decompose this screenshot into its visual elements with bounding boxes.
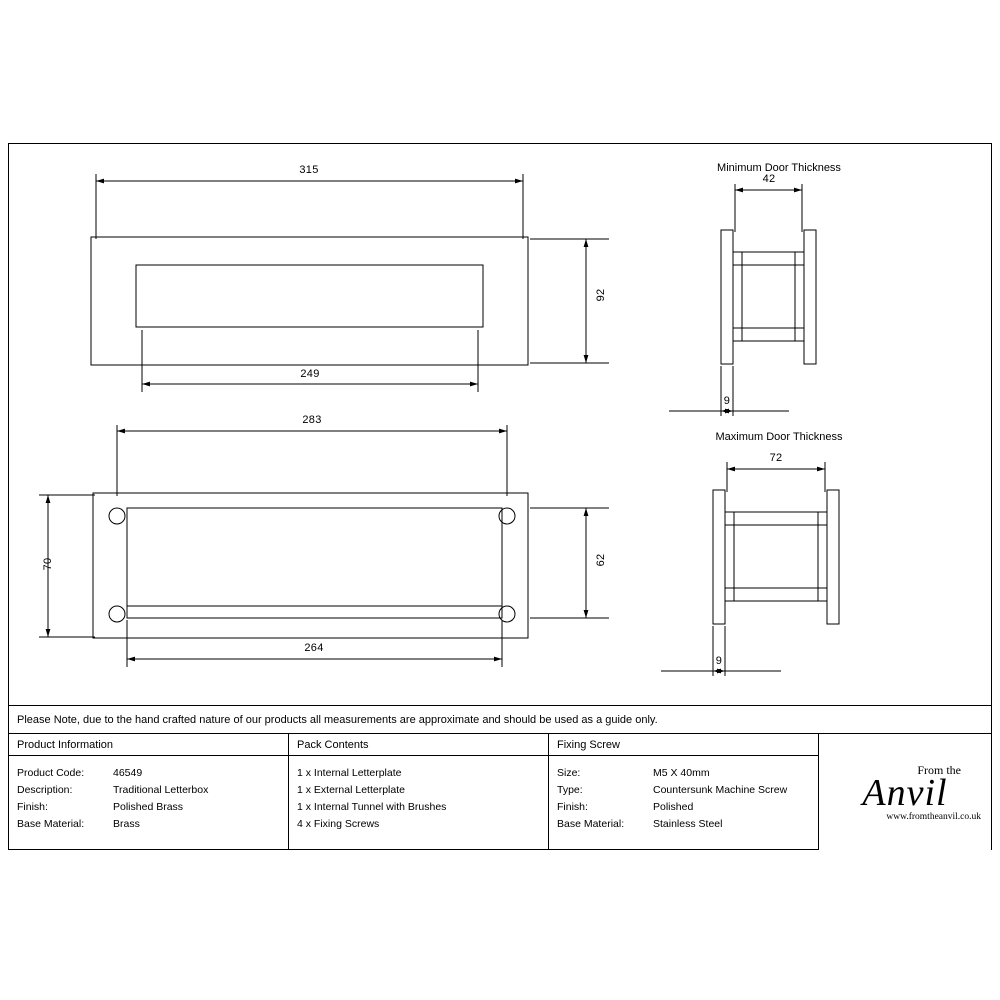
- maximum-door-plate-dimension-label: 9: [715, 655, 723, 667]
- minimum-door-thickness-dimension-label: 42: [762, 173, 776, 185]
- screw-type-value: Countersunk Machine Screw: [653, 784, 788, 796]
- table-row: [17, 765, 288, 782]
- measurement-note-text: Please Note, due to the hand crafted nature of our products all measurements are approximate and should be used as a guide only.: [17, 713, 658, 726]
- screw-type-label: Type:: [557, 784, 583, 796]
- finish-value: Polished Brass: [113, 801, 184, 813]
- information-table: [9, 733, 991, 850]
- maximum-door-thickness-dimension-label: 72: [769, 452, 783, 464]
- list-item: 1 x Internal Letterplate: [297, 767, 402, 779]
- pack-contents-body: [289, 756, 548, 833]
- list-item: 1 x External Letterplate: [297, 784, 405, 796]
- table-row: [557, 799, 818, 816]
- front-height-dimension-label: 92: [595, 288, 607, 302]
- brand-logo: [819, 734, 991, 850]
- screw-size-label: Size:: [557, 767, 581, 779]
- table-row: [557, 765, 818, 782]
- list-item: 1 x Internal Tunnel with Brushes: [297, 801, 447, 813]
- finish-label: Finish:: [17, 801, 48, 813]
- table-row: [557, 816, 818, 833]
- base-material-value: Brass: [113, 818, 140, 830]
- screw-size-value: M5 X 40mm: [653, 767, 710, 779]
- rear-width-dimension-label: 283: [302, 414, 322, 426]
- maximum-door-thickness-title: Maximum Door Thickness: [715, 431, 843, 443]
- logo-from-the-text: From the: [917, 762, 961, 777]
- rear-height-dimension-label: 70: [42, 557, 54, 571]
- front-width-dimension-label: 315: [299, 164, 319, 176]
- table-row: [17, 782, 288, 799]
- base-material-label: Base Material:: [17, 818, 85, 830]
- product-code-value: 46549: [113, 767, 143, 779]
- fixing-screw-body: [549, 756, 818, 833]
- product-code-label: Product Code:: [17, 767, 85, 779]
- product-information-body: [9, 756, 288, 833]
- minimum-door-plate-dimension-label: 9: [723, 395, 731, 407]
- description-value: Traditional Letterbox: [113, 784, 209, 796]
- screw-base-material-label: Base Material:: [557, 818, 625, 830]
- screw-finish-value: Polished: [653, 801, 694, 813]
- pack-contents-column: [289, 734, 549, 850]
- logo-url-text: www.fromtheanvil.co.uk: [886, 811, 981, 822]
- fixing-screw-column: [549, 734, 819, 850]
- description-label: Description:: [17, 784, 73, 796]
- minimum-door-thickness-title: Minimum Door Thickness: [717, 162, 841, 174]
- screw-base-material-value: Stainless Steel: [653, 818, 723, 830]
- technical-drawing-sheet: [8, 143, 992, 850]
- pack-contents-heading: Pack Contents: [289, 734, 548, 756]
- product-information-column: [9, 734, 289, 850]
- brand-logo-cell: [819, 734, 991, 850]
- product-information-heading: Product Information: [9, 734, 288, 756]
- table-row: [17, 816, 288, 833]
- table-row: [557, 782, 818, 799]
- list-item: 4 x Fixing Screws: [297, 818, 380, 830]
- screw-finish-label: Finish:: [557, 801, 588, 813]
- fixing-screw-heading: Fixing Screw: [549, 734, 818, 756]
- table-row: [17, 799, 288, 816]
- rear-inner-width-dimension-label: 264: [304, 642, 324, 654]
- measurement-note-row: [9, 705, 991, 733]
- front-inner-width-dimension-label: 249: [300, 368, 320, 380]
- logo-brand-text: Anvil: [862, 771, 948, 814]
- rear-inner-height-dimension-label: 62: [595, 553, 607, 567]
